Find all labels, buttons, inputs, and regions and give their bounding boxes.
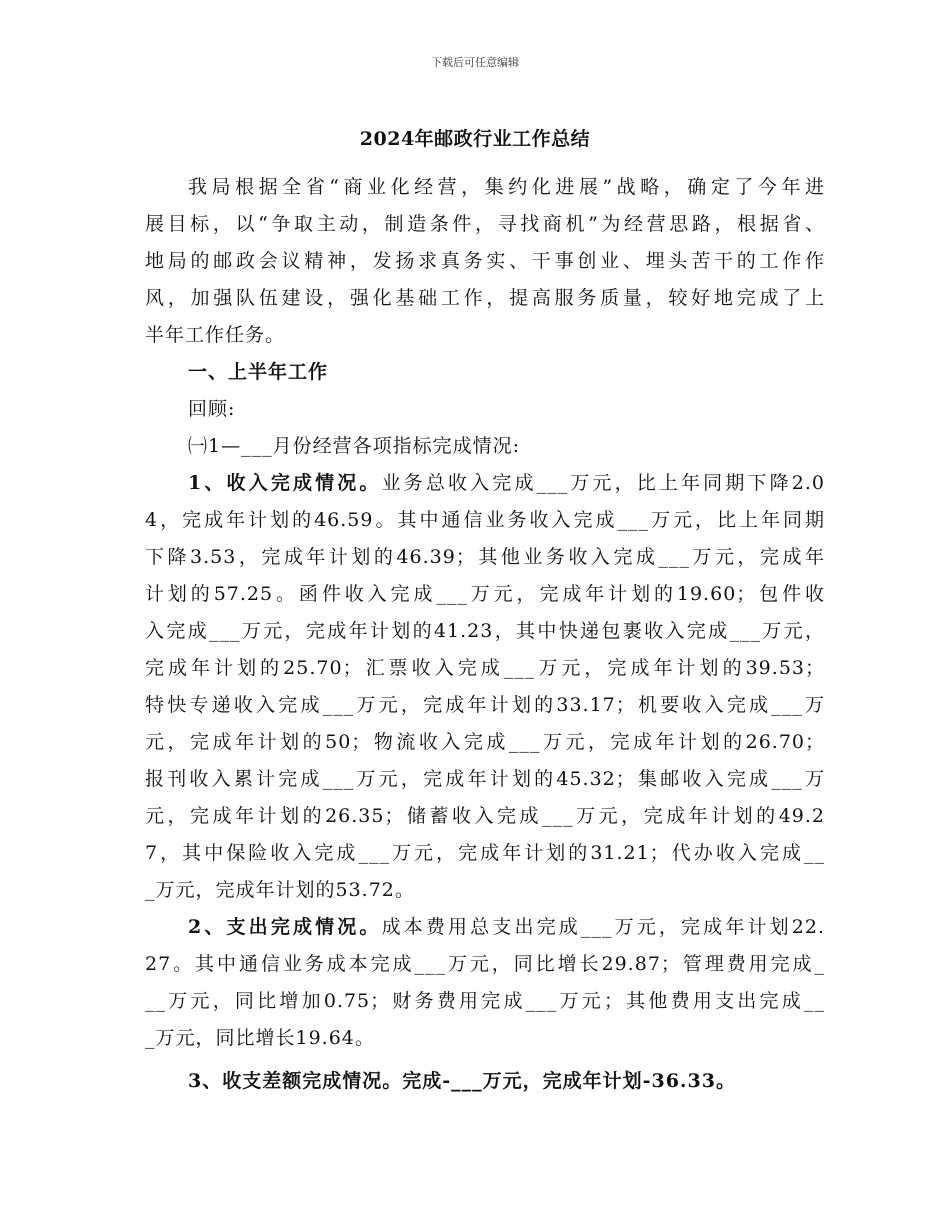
paragraph-line	[188, 396, 825, 422]
line-text: 成本费用总支出完成___万元，完成年计划22.	[381, 916, 825, 938]
paragraph-line	[145, 655, 825, 681]
paragraph-line	[145, 248, 825, 274]
line-text: 元，完成年计划的26.35；储蓄收入完成___万元，完成年计划的49.2	[145, 805, 825, 827]
line-text: 元，完成年计划的50；物流收入完成___万元，完成年计划的26.70；	[145, 731, 825, 753]
paragraph-line	[145, 951, 825, 977]
paragraph-line	[145, 322, 825, 348]
line-text: 入完成___万元，完成年计划的41.23，其中快递包裹收入完成___万元，	[145, 620, 825, 642]
paragraph-line	[145, 507, 825, 533]
page-header-note: 下载后可任意编辑	[431, 56, 519, 69]
line-text: 展目标，以“争取主动，制造条件，寻找商机”为经营思路，根据省、	[145, 213, 825, 235]
line-text: __万元，同比增加0.75；财务费用完成___万元；其他费用支出完成__	[145, 990, 825, 1012]
line-text: ㈠1—___月份经营各项指标完成情况:	[188, 435, 520, 457]
line-text: 业务总收入完成___万元，比上年同期下降2.0	[381, 472, 825, 494]
line-text: 回顾:	[188, 398, 236, 420]
paragraph-line	[145, 618, 825, 644]
paragraph-line	[145, 766, 825, 792]
line-text: 报刊收入累计完成___万元，完成年计划的45.32；集邮收入完成___万	[145, 768, 825, 790]
line-text: 27。其中通信业务成本完成___万元，同比增长29.87；管理费用完成_	[145, 953, 825, 975]
line-text: 半年工作任务。	[145, 324, 286, 346]
document-title: 2024年邮政行业工作总结	[359, 128, 591, 150]
paragraph-line	[188, 174, 825, 200]
line-text: 7，其中保险收入完成___万元，完成年计划的31.21；代办收入完成__	[145, 842, 825, 864]
line-text: 地局的邮政会议精神，发扬求真务实、干事创业、埋头苦干的工作作	[145, 250, 825, 272]
item-heading: 2、支出完成情况。	[188, 916, 382, 938]
line-text: _万元，完成年计划的53.72。	[145, 879, 415, 901]
paragraph-line	[145, 285, 825, 311]
line-text: 我局根据全省“商业化经营，集约化进展”战略，确定了今年进	[188, 176, 825, 198]
paragraph-line	[188, 1068, 825, 1094]
line-text: 4，完成年计划的46.59。其中通信业务收入完成___万元，比上年同期	[145, 509, 825, 531]
paragraph-line	[145, 692, 825, 718]
line-text: 下降3.53，完成年计划的46.39；其他业务收入完成___万元，完成年	[145, 546, 825, 568]
line-text: 特快专递收入完成___万元，完成年计划的33.17；机要收入完成___万	[145, 694, 825, 716]
paragraph-line	[188, 914, 825, 940]
paragraph-line	[145, 211, 825, 237]
line-text: 风，加强队伍建设，强化基础工作，提高服务质量，较好地完成了上	[145, 287, 825, 309]
paragraph-line	[145, 581, 825, 607]
paragraph-line	[145, 544, 825, 570]
paragraph-line	[188, 470, 825, 496]
item-heading: 1、收入完成情况。	[188, 472, 382, 494]
paragraph-line	[145, 803, 825, 829]
item-heading: 3、收支差额完成情况。完成-___万元，完成年计划-36.33。	[188, 1070, 736, 1092]
paragraph-line	[145, 877, 825, 903]
line-text: _万元，同比增长19.64。	[145, 1027, 375, 1049]
line-text: 计划的57.25。函件收入完成___万元，完成年计划的19.60；包件收	[145, 583, 825, 605]
paragraph-line	[145, 840, 825, 866]
line-text: 完成年计划的25.70；汇票收入完成___万元，完成年计划的39.53；	[145, 657, 825, 679]
heading-text: 一、上半年工作	[188, 361, 329, 383]
paragraph-line	[145, 1025, 825, 1051]
section-heading	[188, 359, 825, 385]
paragraph-line	[145, 988, 825, 1014]
paragraph-line	[145, 729, 825, 755]
subsection-heading	[188, 433, 825, 459]
